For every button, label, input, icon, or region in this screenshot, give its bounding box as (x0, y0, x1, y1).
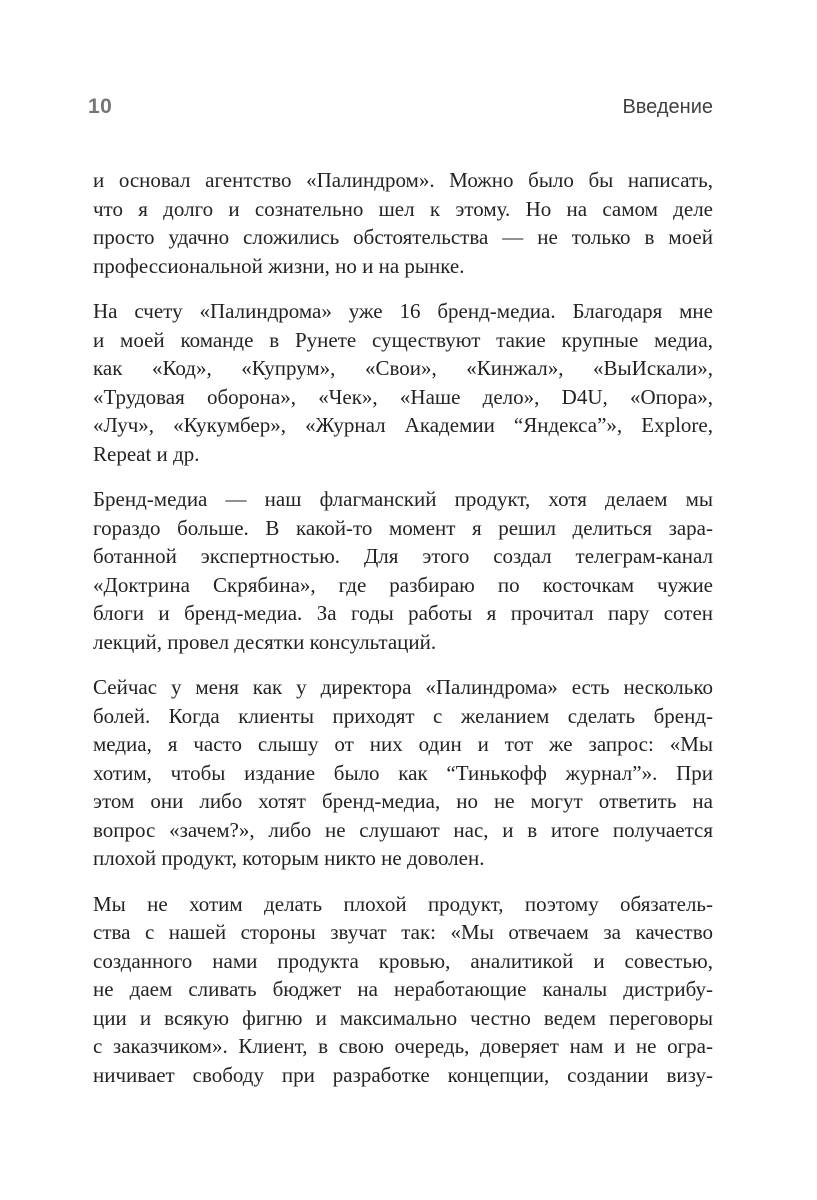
text-line: как «Код», «Купрум», «Свои», «Кинжал», «ВыИскали», (93, 356, 713, 380)
text-line: На счету «Палиндрома» уже 16 бренд-медиа. Благодаря мне (93, 299, 713, 323)
paragraph-3 (93, 485, 713, 656)
text-line: и основал агентство «Палиндром». Можно было бы написать, (93, 168, 713, 192)
text-line: Сейчас у меня как у директора «Палиндрома» есть несколько (93, 675, 713, 699)
paragraph-4 (93, 673, 713, 873)
text-line: плохой продукт, которым никто не доволен. (93, 846, 485, 870)
text-line: с заказчиком». Клиент, в свою очередь, доверяет нам и не огра- (93, 1034, 713, 1058)
page-body (93, 166, 713, 1089)
text-line: и моей команде в Рунете существуют такие крупные медиа, (93, 327, 713, 352)
text-line: просто удачно сложились обстоятельства — не только в моей (93, 225, 713, 249)
running-header (88, 95, 713, 119)
text-line: этом они либо хотят бренд-медиа, но не могут ответить на (93, 789, 713, 813)
text-line: ции и всякую фигню и максимально честно ведем переговоры (93, 1005, 713, 1030)
text-line: вопрос «зачем?», либо не слушают нас, и в итоге получается (93, 817, 713, 842)
text-line: Мы не хотим делать плохой продукт, поэтому обязатель- (93, 891, 713, 916)
text-line: «Трудовая оборона», «Чек», «Наше дело», D4U, «Опора», (93, 384, 713, 409)
text-line: лекций, провел десятки консультаций. (93, 629, 437, 654)
text-line: хотим, чтобы издание было как “Тинькофф журнал”». При (93, 760, 713, 785)
text-line: гораздо больше. В какой-то момент я решил делиться зара- (93, 515, 713, 540)
text-line: что я долго и сознательно шел к этому. Но на самом деле (93, 196, 713, 221)
text-line: ничивает свободу при разработке концепции, создании визу- (93, 1062, 713, 1087)
text-line: болей. Когда клиенты приходят с желанием сделать бренд- (93, 703, 713, 728)
text-line: ства с нашей стороны звучат так: «Мы отвечаем за качество (93, 920, 713, 944)
text-line: блоги и бренд-медиа. За годы работы я прочитал пару сотен (93, 601, 713, 625)
text-line: созданного нами продукта кровью, аналитикой и совестью, (93, 948, 713, 973)
chapter-title: Введение (622, 96, 713, 118)
text-line: профессиональной жизни, но и на рынке. (93, 253, 465, 278)
text-line: «Доктрина Скрябина», где разбираю по косточкам чужие (93, 572, 713, 597)
text-line: Repeat и др. (93, 441, 200, 466)
text-line: «Луч», «Кукумбер», «Журнал Академии “Яндекса”», Explore, (93, 413, 713, 437)
paragraph-2 (93, 297, 713, 468)
page-number: 10 (88, 95, 113, 118)
text-line: ботанной экспертностью. Для этого создал телеграм-канал (93, 544, 713, 568)
paragraph-5 (93, 890, 713, 1090)
text-line: медиа, я часто слышу от них один и тот же запрос: «Мы (93, 732, 713, 756)
paragraph-1 (93, 166, 713, 280)
text-line: не даем сливать бюджет на неработающие каналы дистрибу- (93, 977, 713, 1001)
text-line: Бренд-медиа — наш флагманский продукт, хотя делаем мы (93, 487, 713, 511)
